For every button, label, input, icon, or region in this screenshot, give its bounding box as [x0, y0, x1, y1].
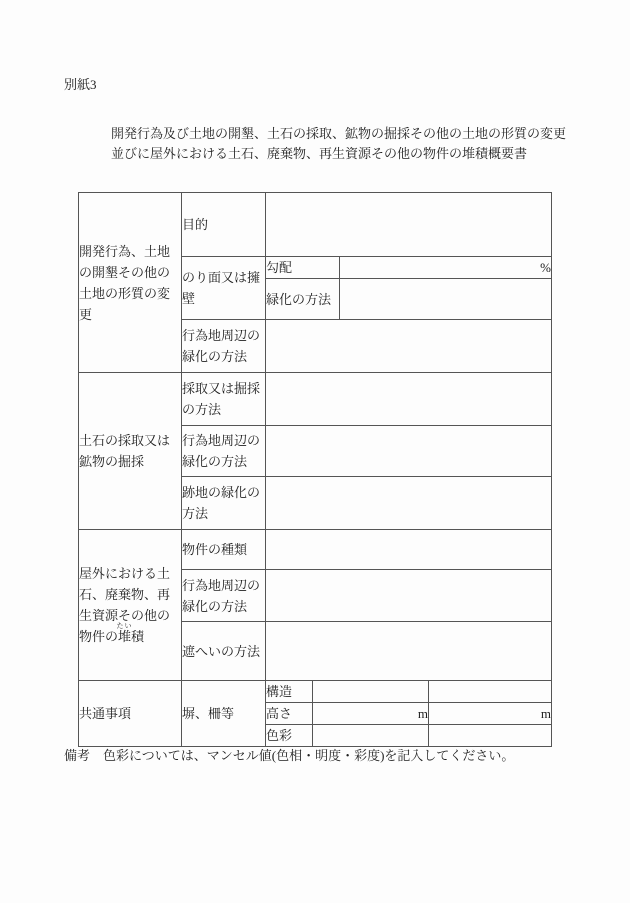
- site-greening-input-cell: [266, 477, 552, 530]
- group4-label: 共通事項: [79, 706, 132, 721]
- purpose-label: 目的: [182, 217, 209, 232]
- group3-surrounding-greening-label: 行為地周辺の 緑化の方法: [182, 577, 261, 614]
- summary-table: [78, 192, 552, 747]
- structure-input-cell-1: [313, 681, 429, 703]
- object-type-label: 物件の種類: [182, 542, 248, 557]
- color-label-cell: [266, 725, 313, 747]
- height-label: 高さ: [266, 706, 293, 721]
- height-input-cell-2: [429, 703, 552, 725]
- gradient-label-cell: [266, 257, 340, 279]
- height-input-cell-1: [313, 703, 429, 725]
- gradient-input-cell: [340, 257, 552, 279]
- percent-unit: %: [540, 260, 551, 275]
- group1-surrounding-greening-label: 行為地周辺の 緑化の方法: [182, 328, 261, 364]
- purpose-label-cell: [182, 193, 266, 257]
- slope-greening-input-cell: [340, 279, 552, 320]
- meter-unit-1: m: [417, 706, 428, 721]
- color-label: 色彩: [266, 728, 293, 743]
- extraction-method-input-cell: [266, 373, 552, 426]
- group2-surrounding-greening-input-cell: [266, 426, 552, 477]
- group2-label: 土石の採取又は 鉱物の掘採: [79, 433, 171, 469]
- document-title: 開発行為及び土地の開墾、土石の採取、鉱物の掘採その他の土地の形質の変更 並びに屋外における土石、廃棄物、再生資源その他の物件の堆積概要書: [111, 126, 567, 161]
- object-type-label-cell: [182, 530, 266, 570]
- ruby-tai: 堆たい: [116, 622, 133, 644]
- group1-label: 開発行為、土地 の開墾その他の 土地の形質の変 更: [79, 243, 171, 322]
- group4-header-cell: [79, 681, 182, 747]
- group1-surrounding-greening-input-cell: [266, 320, 552, 373]
- group3-header-cell: [79, 530, 182, 681]
- attachment-tag: 別紙3: [64, 77, 97, 92]
- group3-surrounding-greening-input-cell: [266, 570, 552, 622]
- gradient-label: 勾配: [266, 260, 293, 275]
- color-input-cell-1: [313, 725, 429, 747]
- remarks-note: 備考 色彩については、マンセル値(色相・明度・彩度)を記入してください。: [64, 748, 515, 763]
- meter-unit-2: m: [540, 706, 551, 721]
- group3-surrounding-greening-label-cell: [182, 570, 266, 622]
- group2-surrounding-greening-label: 行為地周辺の 緑化の方法: [182, 433, 261, 469]
- slope-wall-label-cell: [182, 257, 266, 320]
- purpose-input-cell: [266, 193, 552, 257]
- group1-surrounding-greening-label-cell: [182, 320, 266, 373]
- structure-label: 構造: [266, 684, 293, 699]
- site-greening-label: 跡地の緑化の 方法: [182, 485, 261, 521]
- slope-greening-label: 緑化の方法: [266, 291, 332, 307]
- extraction-method-label-cell: [182, 373, 266, 426]
- group1-header-cell: [79, 193, 182, 373]
- site-greening-label-cell: [182, 477, 266, 530]
- shielding-input-cell: [266, 622, 552, 681]
- slope-greening-label-cell: [266, 279, 340, 320]
- group2-surrounding-greening-label-cell: [182, 426, 266, 477]
- fence-label: 塀、柵等: [182, 706, 235, 721]
- group3-label: 屋外における土 石、廃棄物、再 生資源その他の 物件の堆たい積: [79, 566, 171, 644]
- fence-label-cell: [182, 681, 266, 747]
- group2-header-cell: [79, 373, 182, 530]
- structure-label-cell: [266, 681, 313, 703]
- object-type-input-cell: [266, 530, 552, 570]
- shielding-label-cell: [182, 622, 266, 681]
- slope-wall-label: のり面又は擁 壁: [182, 270, 261, 306]
- shielding-label: 遮へいの方法: [182, 643, 261, 659]
- color-input-cell-2: [429, 725, 552, 747]
- height-label-cell: [266, 703, 313, 725]
- extraction-method-label: 採取又は掘採 の方法: [182, 381, 261, 417]
- structure-input-cell-2: [429, 681, 552, 703]
